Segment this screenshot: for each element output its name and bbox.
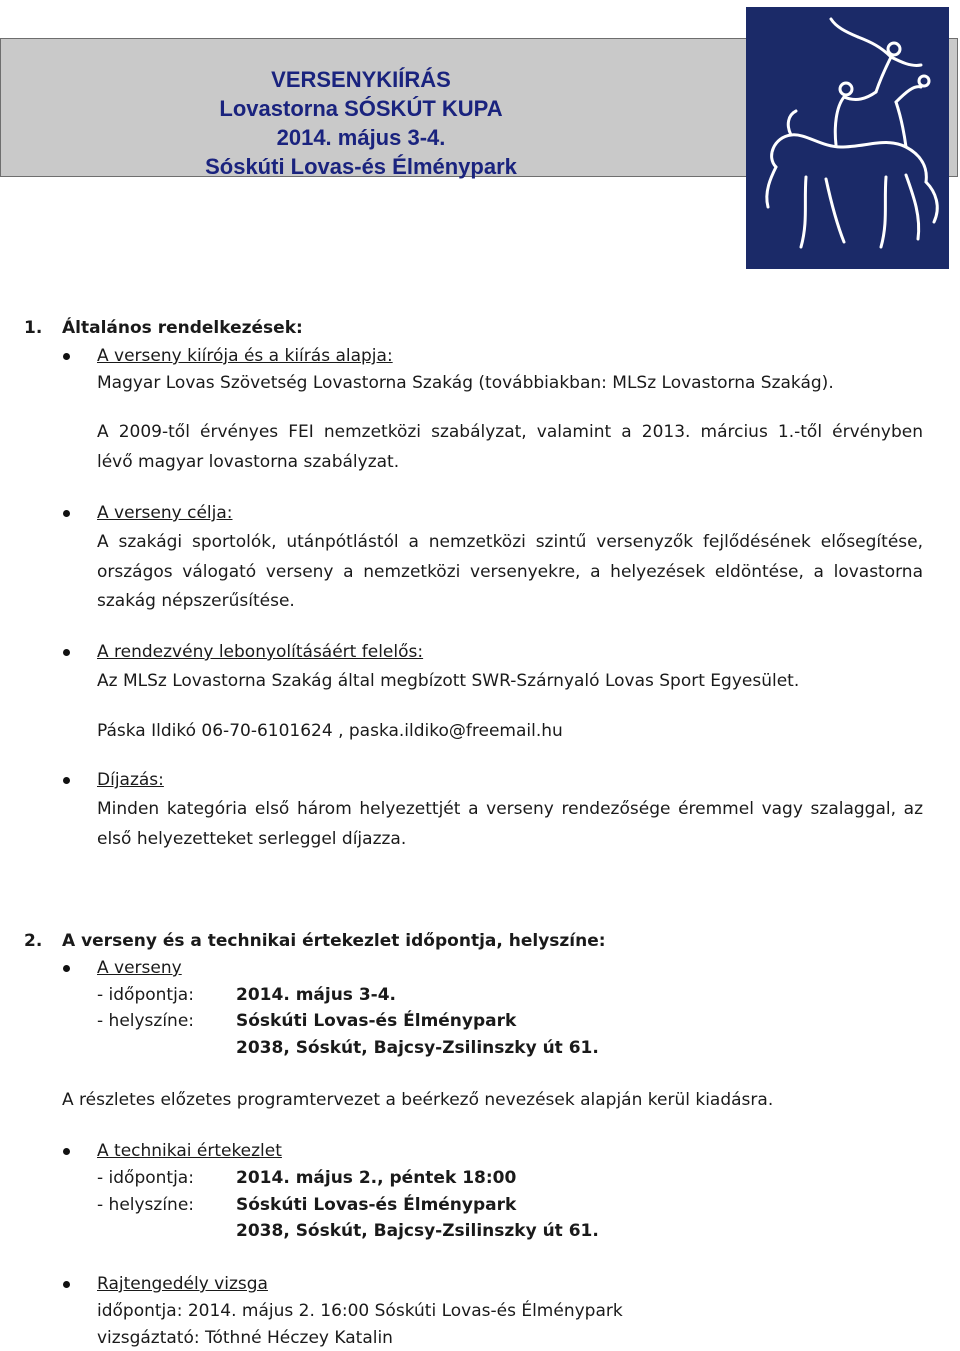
event-venue: Sóskúti Lovas-és Élménypark [205,154,517,179]
b2-label: A verseny célja: [97,503,233,523]
s2-b2-place: Sóskúti Lovas-és Élménypark [236,1195,517,1215]
s2-b2-date: 2014. május 2., péntek 18:00 [236,1168,517,1188]
section2-heading: A verseny és a technikai értekezlet időpontja, helyszíne: [62,931,606,951]
b4-label: Díjazás: [97,770,164,790]
bullet-icon [63,777,70,784]
s2-b1-date: 2014. május 3-4. [236,985,397,1005]
bullet-icon [63,1148,70,1155]
b2-line1: A szakági sportolók, utánpótlástól a nemzetközi szintű versenyzők fejlődésének elősegítése, [97,532,923,552]
s2-b1-address: 2038, Sóskút, Bajcsy-Zsilinszky út 61. [236,1038,599,1058]
bullet-icon [63,510,70,517]
b1-line2: A 2009-től érvényes FEI nemzetközi szabályzat, valamint a 2013. március 1.-től érvényben [97,422,923,442]
bullet-icon [63,965,70,972]
s2-b3-line2: vizsgáztató: Tóthné Héczey Katalin [97,1328,393,1348]
b3-contact: Páska Ildikó 06-70-6101624 , paska.ildiko@freemail.hu [97,721,563,741]
event-date: 2014. május 3-4. [276,125,446,150]
s2-b2-place-label: - helyszíne: [97,1195,195,1215]
s2-b2-address: 2038, Sóskút, Bajcsy-Zsilinszky út 61. [236,1221,599,1241]
document-title: VERSENYKIÍRÁS [271,67,451,92]
b1-line1: Magyar Lovas Szövetség Lovastorna Szakág (továbbiakban: MLSz Lovastorna Szakág). [97,373,834,393]
b4-line1: Minden kategória első három helyezettjét a verseny rendezősége éremmel vagy szalaggal, az [97,799,923,819]
event-name: Lovastorna SÓSKÚT KUPA [219,96,503,121]
section2-number: 2. [24,931,43,951]
s2-note: A részletes előzetes programtervezet a beérkező nevezések alapján kerül kiadásra. [62,1090,774,1110]
bullet-icon [63,1281,70,1288]
s2-b1-place-label: - helyszíne: [97,1011,195,1031]
b3-label: A rendezvény lebonyolításáért felelős: [97,642,424,662]
s2-b3-line1: időpontja: 2014. május 2. 16:00 Sóskúti Lovas-és Élménypark [97,1301,623,1321]
s2-b3-label: Rajtengedély vizsga [97,1274,268,1294]
s2-b2-label: A technikai értekezlet [97,1141,282,1161]
section1-number: 1. [24,318,43,338]
b1-line3: lévő magyar lovastorna szabályzat. [97,452,400,472]
s2-b1-place: Sóskúti Lovas-és Élménypark [236,1011,517,1031]
b4-line2: első helyezetteket serleggel díjazza. [97,829,407,849]
s2-b2-date-label: - időpontja: [97,1168,194,1188]
bullet-icon [63,649,70,656]
bullet-icon [63,353,70,360]
vaulting-horse-logo-icon [746,7,949,269]
s2-b1-label: A verseny [97,958,182,978]
b1-label: A verseny kiírója és a kiírás alapja: [97,346,393,366]
section1-heading: Általános rendelkezések: [62,318,303,338]
b3-line1: Az MLSz Lovastorna Szakág által megbízott SWR-Szárnyaló Lovas Sport Egyesület. [97,671,800,691]
s2-b1-date-label: - időpontja: [97,985,194,1005]
b2-line2: országos válogató verseny a nemzetközi versenyekre, a helyezések eldöntése, a lovastorna [97,562,923,582]
b2-line3: szakág népszerűsítése. [97,591,295,611]
